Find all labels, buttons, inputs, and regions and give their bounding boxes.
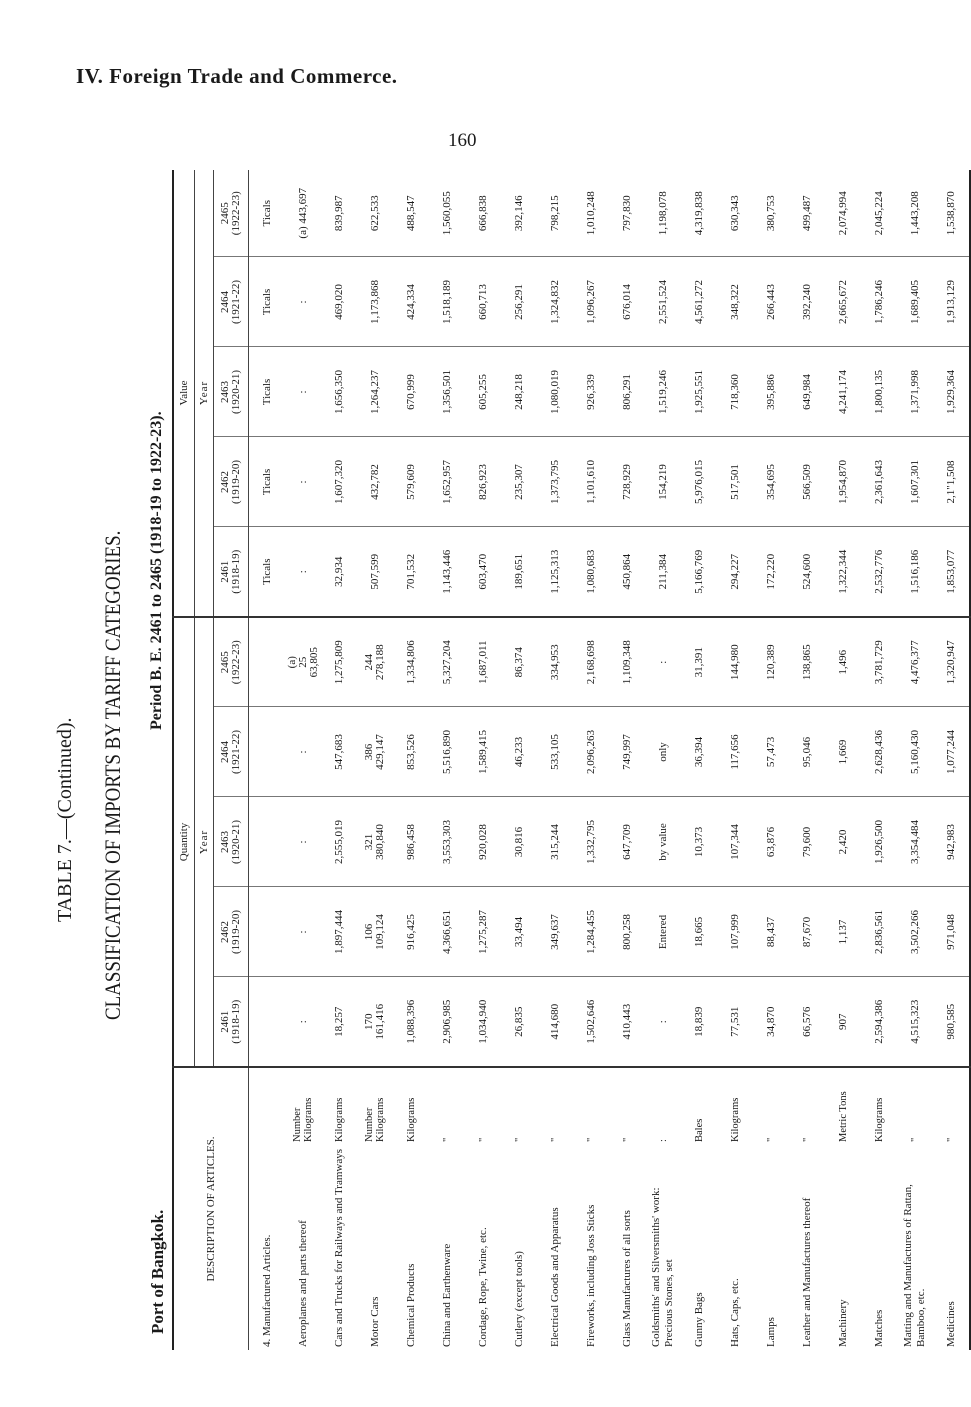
year-header-qty-0: 2461 (1918-19) [214, 977, 249, 1067]
value-cell: 395,886 [753, 347, 789, 437]
unit-cell: Kilograms [873, 1097, 885, 1142]
value-cell: 798,215 [537, 170, 573, 257]
value-cell: 1,443,208 [897, 170, 933, 257]
value-cell: 666,838 [465, 170, 501, 257]
value-cell: 189,651 [501, 527, 537, 617]
quantity-cell: 66,576 [789, 977, 825, 1067]
quantity-cell: 315,244 [537, 797, 573, 887]
value-year-header: Year [195, 170, 214, 617]
unit-cell: " [549, 1137, 561, 1142]
quantity-cell: 853,526 [393, 707, 429, 797]
article-description: Goldsmiths' and Silversmiths' work: Precious Stones, set [650, 1187, 675, 1347]
quantity-cell: 86,374 [501, 617, 537, 707]
year-header-qty-1: 2462 (1919-20) [214, 887, 249, 977]
value-cell: 1,198,078 [645, 170, 681, 257]
quantity-cell: 2,836,561 [861, 887, 897, 977]
quantity-cell: 349,637 [537, 887, 573, 977]
quantity-cell: 1,088,396 [393, 977, 429, 1067]
value-cell: 1,173,868 [357, 257, 393, 347]
quantity-cell: 2,096,263 [573, 707, 609, 797]
quantity-cell: 1,589,415 [465, 707, 501, 797]
unit-cell: " [441, 1137, 453, 1142]
quantity-cell: 170 161,416 [357, 977, 393, 1067]
quantity-cell: 34,870 [753, 977, 789, 1067]
quantity-cell: 77,531 [717, 977, 753, 1067]
value-cell: 2,665,672 [825, 257, 861, 347]
unit-cell: Kilograms [729, 1097, 741, 1142]
value-cell: 1,143,446 [429, 527, 465, 617]
table-row [285, 170, 321, 1350]
table-row [825, 170, 861, 1350]
value-cell: 1,080,019 [537, 347, 573, 437]
year-header-qty-2: 2463 (1920-21) [214, 797, 249, 887]
section-row [249, 170, 286, 1350]
value-cell: 1,538,870 [933, 170, 970, 257]
unit-cell: " [513, 1137, 525, 1142]
value-cell: 294,227 [717, 527, 753, 617]
quantity-cell: 647,709 [609, 797, 645, 887]
value-cell: 1,516,186 [897, 527, 933, 617]
value-cell: 806,291 [609, 347, 645, 437]
quantity-cell: 120,389 [753, 617, 789, 707]
table-row [753, 170, 789, 1350]
article-description: China and Earthenware [440, 1243, 453, 1347]
value-cell: 1,096,267 [573, 257, 609, 347]
value-cell: 499,487 [789, 170, 825, 257]
value-cell: 603,470 [465, 527, 501, 617]
value-cell: 1,607,301 [897, 437, 933, 527]
unit-cell: " [801, 1137, 813, 1142]
quantity-cell: 414,680 [537, 977, 573, 1067]
value-cell: (a) 443,697 [285, 170, 321, 257]
unit-cell: Kilograms [333, 1097, 345, 1142]
rotated-table-page [48, 170, 957, 1350]
value-cell: 926,339 [573, 347, 609, 437]
value-cell: 2,361,643 [861, 437, 897, 527]
quantity-cell: 3,502,266 [897, 887, 933, 977]
value-cell: 660,713 [465, 257, 501, 347]
blank-cell [249, 977, 286, 1067]
unit-cell: Metric Tons [837, 1091, 849, 1142]
quantity-cell: 117,656 [717, 707, 753, 797]
table-row [501, 170, 537, 1350]
value-cell: 5,166,769 [681, 527, 717, 617]
quantity-cell: 144,980 [717, 617, 753, 707]
value-cell: 1,373,795 [537, 437, 573, 527]
period-label: Period B. E. 2461 to 2465 (1918-19 to 1922-23). [148, 411, 165, 730]
section-heading: 4. Manufactured Articles. [260, 1234, 273, 1347]
value-cell: 517,501 [717, 437, 753, 527]
value-cell: : [285, 527, 321, 617]
value-cell: : [285, 257, 321, 347]
value-cell: 1,656,350 [321, 347, 357, 437]
table-row [465, 170, 501, 1350]
table-row [357, 170, 393, 1350]
quantity-cell: 321 380,840 [357, 797, 393, 887]
value-cell: 797,830 [609, 170, 645, 257]
table-row [681, 170, 717, 1350]
quantity-cell: (a) 25 63,805 [285, 617, 321, 707]
quantity-cell: 30,816 [501, 797, 537, 887]
quantity-cell: : [645, 617, 681, 707]
quantity-cell: 2,420 [825, 797, 861, 887]
table-row [897, 170, 933, 1350]
value-cell: 392,146 [501, 170, 537, 257]
article-description: Gunny Bags [692, 1292, 705, 1347]
quantity-cell: 916,425 [393, 887, 429, 977]
section-title: IV. Foreign Trade and Commerce. [76, 64, 398, 88]
quantity-cell: 1,496 [825, 617, 861, 707]
quantity-cell: 1,926,500 [861, 797, 897, 887]
quantity-cell: 33,494 [501, 887, 537, 977]
currency-label: Ticals [249, 347, 286, 437]
year-header-val-1: 2462 (1919-20) [214, 437, 249, 527]
value-cell: 1,853,077 [933, 527, 970, 617]
table-row [933, 170, 970, 1350]
year-header-val-0: 2461 (1918-19) [214, 527, 249, 617]
quantity-cell: 2,906,985 [429, 977, 465, 1067]
year-header-val-3: 2464 (1921-22) [214, 257, 249, 347]
value-cell: : [285, 347, 321, 437]
value-cell: 348,322 [717, 257, 753, 347]
article-description: Cutlery (except tools) [512, 1251, 525, 1347]
value-cell: 839,987 [321, 170, 357, 257]
blank-cell [249, 707, 286, 797]
quantity-cell: 244 278,188 [357, 617, 393, 707]
value-cell: 2,045,224 [861, 170, 897, 257]
value-cell: 380,753 [753, 170, 789, 257]
value-cell: 2,074,994 [825, 170, 861, 257]
value-cell: 1,689,405 [897, 257, 933, 347]
value-cell: 450,864 [609, 527, 645, 617]
article-description: Aeroplanes and parts thereof [296, 1220, 309, 1347]
value-cell: 354,695 [753, 437, 789, 527]
quantity-cell: 2,168,698 [573, 617, 609, 707]
value-cell: 676,014 [609, 257, 645, 347]
quantity-cell: 31,391 [681, 617, 717, 707]
value-cell: 1,607,320 [321, 437, 357, 527]
quantity-year-header: Year [195, 617, 214, 1067]
quantity-cell: 2,594,386 [861, 977, 897, 1067]
quantity-cell: 1,284,455 [573, 887, 609, 977]
article-description: Motor Cars [368, 1296, 381, 1347]
quantity-cell: 800,258 [609, 887, 645, 977]
unit-cell: Kilograms [405, 1097, 417, 1142]
value-cell: 4,561,272 [681, 257, 717, 347]
unit-cell: : [657, 1139, 669, 1142]
value-cell: 4,241,174 [825, 347, 861, 437]
quantity-cell: 1,502,646 [573, 977, 609, 1067]
quantity-cell: by value [645, 797, 681, 887]
value-cell: 1,264,237 [357, 347, 393, 437]
value-cell: 1,356,501 [429, 347, 465, 437]
article-description: Fireworks, including Joss Sticks [584, 1204, 597, 1347]
year-header-qty-3: 2464 (1921-22) [214, 707, 249, 797]
unit-cell: " [477, 1137, 489, 1142]
value-cell: 1,371,998 [897, 347, 933, 437]
quantity-cell: 1,897,444 [321, 887, 357, 977]
quantity-cell: 1,275,809 [321, 617, 357, 707]
quantity-cell: 3,553,303 [429, 797, 465, 887]
unit-cell: " [909, 1137, 921, 1142]
value-cell: 1,800,135 [861, 347, 897, 437]
quantity-cell: 1,034,940 [465, 977, 501, 1067]
blank-cell [249, 797, 286, 887]
unit-cell: " [765, 1137, 777, 1142]
value-cell: 622,533 [357, 170, 393, 257]
quantity-cell: 46,233 [501, 707, 537, 797]
table-row [573, 170, 609, 1350]
quantity-cell: 386 429,147 [357, 707, 393, 797]
quantity-cell: 2,628,436 [861, 707, 897, 797]
quantity-cell: 1,077,244 [933, 707, 970, 797]
quantity-cell: 2,555,019 [321, 797, 357, 887]
value-cell: 248,218 [501, 347, 537, 437]
value-cell: 670,999 [393, 347, 429, 437]
quantity-cell: 4,515,323 [897, 977, 933, 1067]
unit-cell: Number Kilograms [292, 1097, 314, 1142]
value-cell: 649,984 [789, 347, 825, 437]
quantity-cell: 10,373 [681, 797, 717, 887]
currency-label: Ticals [249, 170, 286, 257]
value-cell: : [285, 437, 321, 527]
value-cell: 524,600 [789, 527, 825, 617]
quantity-cell: 1,334,806 [393, 617, 429, 707]
quantity-cell: 95,046 [789, 707, 825, 797]
table-row [537, 170, 573, 1350]
value-cell: 507,599 [357, 527, 393, 617]
year-header-val-4: 2465 (1922-23) [214, 170, 249, 257]
quantity-cell: 4,476,377 [897, 617, 933, 707]
quantity-cell: 79,600 [789, 797, 825, 887]
value-cell: 630,343 [717, 170, 753, 257]
table-row [321, 170, 357, 1350]
currency-label: Ticals [249, 257, 286, 347]
quantity-cell: 986,458 [393, 797, 429, 887]
table-row [393, 170, 429, 1350]
value-cell: 566,509 [789, 437, 825, 527]
quantity-cell: 3,354,484 [897, 797, 933, 887]
table-row [609, 170, 645, 1350]
quantity-cell: 18,665 [681, 887, 717, 977]
table-row [645, 170, 681, 1350]
value-cell: 826,923 [465, 437, 501, 527]
value-cell: 211,384 [645, 527, 681, 617]
quantity-cell: 5,516,890 [429, 707, 465, 797]
quantity-cell: 533,105 [537, 707, 573, 797]
value-cell: 154,219 [645, 437, 681, 527]
table-subtitle: CLASSIFICATION OF IMPORTS BY TARIFF CATEGORIES. [100, 530, 125, 1020]
quantity-cell: 5,327,204 [429, 617, 465, 707]
blank-cell [249, 617, 286, 707]
value-cell: 1,560,055 [429, 170, 465, 257]
value-cell: 605,255 [465, 347, 501, 437]
article-description: Leather and Manufactures thereof [800, 1197, 813, 1347]
table-title: TABLE 7.—(Continued). [54, 717, 76, 922]
quantity-cell: 1,669 [825, 707, 861, 797]
value-cell: 1,929,364 [933, 347, 970, 437]
article-description: Glass Manufactures of all sorts [620, 1210, 633, 1347]
imports-table [172, 170, 971, 1350]
value-cell: 32,934 [321, 527, 357, 617]
value-cell: 2,551,524 [645, 257, 681, 347]
currency-label: Ticals [249, 527, 286, 617]
value-cell: 1,954,870 [825, 437, 861, 527]
quantity-cell: 334,953 [537, 617, 573, 707]
value-cell: 266,443 [753, 257, 789, 347]
value-cell: 5,976,015 [681, 437, 717, 527]
quantity-cell: 1,687,011 [465, 617, 501, 707]
quantity-cell: 63,876 [753, 797, 789, 887]
quantity-cell: 18,839 [681, 977, 717, 1067]
article-description: Chemical Products [404, 1263, 417, 1347]
quantity-cell: 18,257 [321, 977, 357, 1067]
quantity-cell: 1,275,287 [465, 887, 501, 977]
value-cell: 2,532,776 [861, 527, 897, 617]
article-description: Lamps [764, 1317, 777, 1347]
quantity-cell: 138,865 [789, 617, 825, 707]
quantity-cell: 4,366,651 [429, 887, 465, 977]
unit-cell: Bales [693, 1118, 705, 1142]
unit-cell: " [945, 1137, 957, 1142]
unit-cell: " [585, 1137, 597, 1142]
quantity-cell: 88,437 [753, 887, 789, 977]
quantity-cell: 107,344 [717, 797, 753, 887]
value-cell: 432,782 [357, 437, 393, 527]
quantity-cell: 920,028 [465, 797, 501, 887]
quantity-cell: 5,160,430 [897, 707, 933, 797]
page-number: 160 [448, 130, 477, 151]
value-cell: 1,080,683 [573, 527, 609, 617]
quantity-cell: 1,137 [825, 887, 861, 977]
table-row [429, 170, 465, 1350]
value-cell: 1,913,129 [933, 257, 970, 347]
quantity-cell: : [285, 797, 321, 887]
quantity-cell: 106 109,124 [357, 887, 393, 977]
value-cell: 488,547 [393, 170, 429, 257]
quantity-cell: only [645, 707, 681, 797]
quantity-cell: 749,997 [609, 707, 645, 797]
value-cell: 1,322,344 [825, 527, 861, 617]
port-label: Port of Bangkok. [148, 1209, 167, 1334]
article-description: Machinery [836, 1299, 849, 1347]
article-description: Cars and Trucks for Railways and Tramways [332, 1149, 345, 1347]
value-cell: 579,609 [393, 437, 429, 527]
table-row [861, 170, 897, 1350]
value-header: Value [173, 170, 195, 617]
unit-cell: " [621, 1137, 633, 1142]
quantity-cell: 107,999 [717, 887, 753, 977]
value-cell: 1,010,248 [573, 170, 609, 257]
quantity-cell: 410,443 [609, 977, 645, 1067]
value-cell: 1,324,832 [537, 257, 573, 347]
value-cell: 469,020 [321, 257, 357, 347]
blank-cell [249, 887, 286, 977]
value-cell: 728,929 [609, 437, 645, 527]
quantity-cell: 907 [825, 977, 861, 1067]
currency-label: Ticals [249, 437, 286, 527]
value-cell: 256,291 [501, 257, 537, 347]
value-cell: 701,532 [393, 527, 429, 617]
value-cell: 172,220 [753, 527, 789, 617]
value-cell: 1,101,610 [573, 437, 609, 527]
table-row [789, 170, 825, 1350]
quantity-cell: 1,320,947 [933, 617, 970, 707]
year-header-qty-4: 2465 (1922-23) [214, 617, 249, 707]
quantity-cell: 26,835 [501, 977, 537, 1067]
value-cell: 1,125,313 [537, 527, 573, 617]
quantity-cell: Entered [645, 887, 681, 977]
quantity-cell: : [285, 887, 321, 977]
unit-cell: Number Kilograms [364, 1097, 386, 1142]
article-description: Medicines [944, 1301, 957, 1347]
value-cell: 4,319,838 [681, 170, 717, 257]
article-description: Matting and Manufactures of Rattan, Bamboo, etc. [902, 1184, 927, 1347]
quantity-cell: 36,394 [681, 707, 717, 797]
value-cell: 1,925,551 [681, 347, 717, 437]
quantity-cell: : [285, 707, 321, 797]
quantity-cell: 547,683 [321, 707, 357, 797]
article-description: Matches [872, 1309, 885, 1347]
article-description: Electrical Goods and Apparatus [548, 1207, 561, 1347]
article-description: Cordage, Rope, Twine, etc. [476, 1227, 489, 1347]
quantity-cell: 971,048 [933, 887, 970, 977]
quantity-cell: 942,983 [933, 797, 970, 887]
value-cell: 1,786,246 [861, 257, 897, 347]
value-cell: 235,307 [501, 437, 537, 527]
value-cell: 2,1"1,508 [933, 437, 970, 527]
year-header-val-2: 2463 (1920-21) [214, 347, 249, 437]
quantity-cell: 87,670 [789, 887, 825, 977]
quantity-cell: 1,332,795 [573, 797, 609, 887]
table-row [717, 170, 753, 1350]
value-cell: 424,334 [393, 257, 429, 347]
value-cell: 1,518,189 [429, 257, 465, 347]
quantity-cell: 980,585 [933, 977, 970, 1067]
quantity-cell: : [285, 977, 321, 1067]
quantity-header: Quantity [173, 617, 195, 1067]
article-description: Hats, Caps, etc. [728, 1278, 741, 1347]
value-cell: 718,360 [717, 347, 753, 437]
value-cell: 1,519,246 [645, 347, 681, 437]
quantity-cell: : [645, 977, 681, 1067]
quantity-cell: 1,109,348 [609, 617, 645, 707]
quantity-cell: 57,473 [753, 707, 789, 797]
quantity-cell: 3,781,729 [861, 617, 897, 707]
desc-header: DESCRIPTION OF ARTICLES. [173, 1067, 249, 1350]
value-cell: 1,652,957 [429, 437, 465, 527]
value-cell: 392,240 [789, 257, 825, 347]
